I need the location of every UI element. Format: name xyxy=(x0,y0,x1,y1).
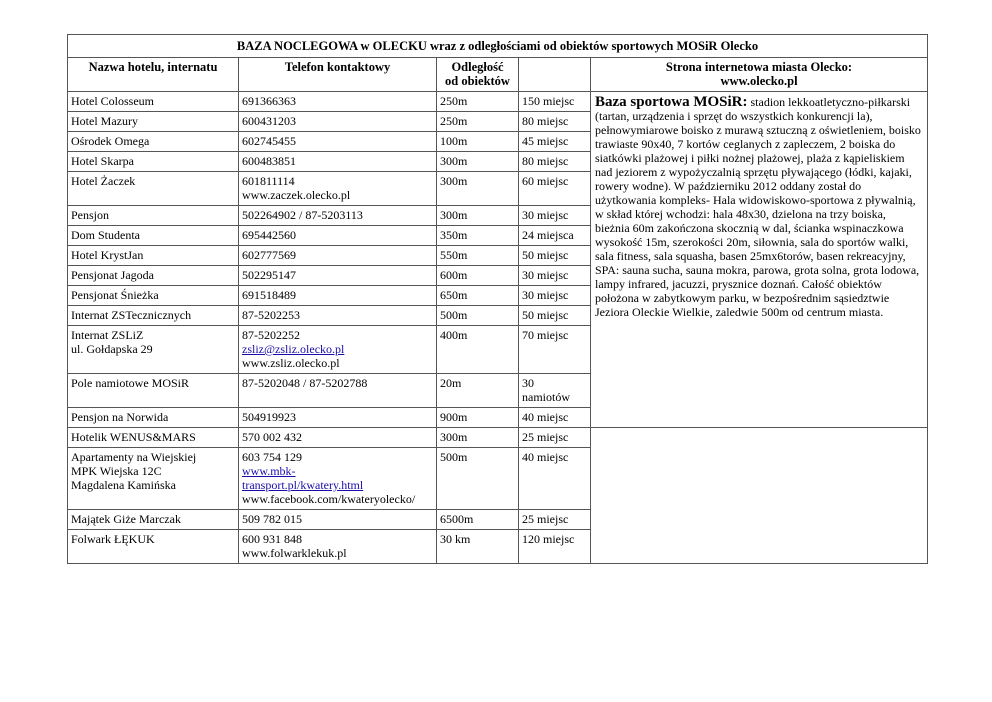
hotel-name-line: Pole namiotowe MOSiR xyxy=(71,376,190,390)
hotel-phone-line: www.folwarklekuk.pl xyxy=(242,546,347,560)
hotel-phone xyxy=(239,530,437,564)
hotel-name-line: Dom Studenta xyxy=(71,228,140,242)
hotel-distance-line: 300m xyxy=(440,154,468,168)
hotel-capacity xyxy=(519,172,591,206)
hotel-phone-line: 602745455 xyxy=(242,134,296,148)
hotel-capacity-line: 30 miejsc xyxy=(522,208,569,222)
hotel-distance-line: 600m xyxy=(440,268,468,282)
link-text[interactable]: zsliz@zsliz.olecko.pl xyxy=(242,342,345,356)
hotel-name xyxy=(68,266,239,286)
hotel-capacity xyxy=(519,112,591,132)
hotel-phone xyxy=(239,448,437,510)
hotel-phone-line: www.facebook.com/kwateryolecko/ xyxy=(242,492,416,506)
hotel-capacity xyxy=(519,326,591,374)
hotel-capacity xyxy=(519,246,591,266)
hotel-phone-line: www.zsliz.olecko.pl xyxy=(242,356,340,370)
hotel-phone-line: 87-5202253 xyxy=(242,308,300,322)
hotel-distance-line: 650m xyxy=(440,288,468,302)
hotel-distance xyxy=(437,226,519,246)
hotel-name xyxy=(68,172,239,206)
hotel-name xyxy=(68,306,239,326)
hotel-phone xyxy=(239,266,437,286)
hotel-phone xyxy=(239,112,437,132)
hotel-phone-line: 691366363 xyxy=(242,94,296,108)
sport-facilities-description xyxy=(591,92,928,428)
hotel-distance-line: 900m xyxy=(440,410,468,424)
hotel-name xyxy=(68,510,239,530)
hotel-capacity-line: 120 miejsc xyxy=(522,532,575,546)
hotel-distance-line: 30 km xyxy=(440,532,471,546)
hotel-capacity-line: 80 miejsc xyxy=(522,154,569,168)
header-distance-line1: Odległość xyxy=(451,60,504,74)
hotel-name xyxy=(68,428,239,448)
hotel-distance xyxy=(437,530,519,564)
hotel-name xyxy=(68,326,239,374)
hotel-name-line: MPK Wiejska 12C xyxy=(71,464,162,478)
hotel-phone-line: 600431203 xyxy=(242,114,296,128)
hotel-phone xyxy=(239,92,437,112)
hotel-name xyxy=(68,408,239,428)
hotel-distance-line: 300m xyxy=(440,430,468,444)
hotel-capacity xyxy=(519,206,591,226)
hotel-capacity-line: 50 miejsc xyxy=(522,248,569,262)
hotel-distance xyxy=(437,132,519,152)
hotel-distance-line: 250m xyxy=(440,114,468,128)
hotel-name-line: Pensjon xyxy=(71,208,110,222)
hotel-distance-line: 6500m xyxy=(440,512,474,526)
link-text[interactable]: www.mbk- xyxy=(242,464,296,478)
hotel-distance-line: 550m xyxy=(440,248,468,262)
hotel-name-line: ul. Gołdapska 29 xyxy=(71,342,153,356)
hotel-phone-line: www.zaczek.olecko.pl xyxy=(242,188,351,202)
hotel-distance xyxy=(437,408,519,428)
hotel-name xyxy=(68,286,239,306)
hotel-distance xyxy=(437,326,519,374)
hotel-phone-line: 504919923 xyxy=(242,410,296,424)
hotel-phone xyxy=(239,152,437,172)
header-capacity xyxy=(519,58,591,92)
hotel-name-line: Internat ZSLiZ xyxy=(71,328,144,342)
hotel-phone-line: 600483851 xyxy=(242,154,296,168)
hotel-distance xyxy=(437,428,519,448)
hotel-name-line: Hotel Skarpa xyxy=(71,154,134,168)
hotel-name-line: Majątek Giże Marczak xyxy=(71,512,181,526)
hotel-distance xyxy=(437,374,519,408)
hotel-capacity-line: 30 xyxy=(522,376,534,390)
hotel-capacity-line: 60 miejsc xyxy=(522,174,569,188)
hotel-capacity xyxy=(519,132,591,152)
hotel-name xyxy=(68,448,239,510)
hotel-name-line: Apartamenty na Wiejskiej xyxy=(71,450,197,464)
hotel-name xyxy=(68,226,239,246)
hotel-phone xyxy=(239,408,437,428)
hotel-name-line: Hotel Colosseum xyxy=(71,94,154,108)
hotel-capacity-line: 45 miejsc xyxy=(522,134,569,148)
header-phone: Telefon kontaktowy xyxy=(239,58,437,92)
hotel-capacity xyxy=(519,152,591,172)
hotel-capacity-line: namiotów xyxy=(522,390,570,404)
hotel-phone-line: 602777569 xyxy=(242,248,296,262)
hotel-phone xyxy=(239,172,437,206)
hotel-name xyxy=(68,246,239,266)
empty-cell xyxy=(591,428,928,564)
hotel-capacity-line: 30 miejsc xyxy=(522,288,569,302)
hotel-capacity xyxy=(519,226,591,246)
sport-heading: Baza sportowa MOSiR: xyxy=(595,94,748,110)
hotel-capacity-line: 30 miejsc xyxy=(522,268,569,282)
hotel-name xyxy=(68,152,239,172)
hotel-capacity xyxy=(519,408,591,428)
hotel-phone-line: 695442560 xyxy=(242,228,296,242)
hotel-capacity-line: 25 miejsc xyxy=(522,512,569,526)
hotel-name-line: Hotel Żaczek xyxy=(71,174,136,188)
header-distance-line2: od obiektów xyxy=(445,74,510,88)
hotel-capacity-line: 70 miejsc xyxy=(522,328,569,342)
hotel-capacity xyxy=(519,374,591,408)
hotel-phone xyxy=(239,374,437,408)
hotel-name-line: Pensjonat Śnieżka xyxy=(71,288,159,302)
hotel-capacity xyxy=(519,530,591,564)
hotel-name xyxy=(68,132,239,152)
hotel-phone-line: 509 782 015 xyxy=(242,512,302,526)
hotel-distance-line: 500m xyxy=(440,450,468,464)
hotel-phone-line: 502264902 / 87-5203113 xyxy=(242,208,363,222)
hotel-distance-line: 300m xyxy=(440,174,468,188)
hotel-capacity-line: 24 miejsca xyxy=(522,228,574,242)
hotel-phone-line: 601811114 xyxy=(242,174,295,188)
hotel-capacity xyxy=(519,92,591,112)
hotel-name-line: Pensjon na Norwida xyxy=(71,410,169,424)
hotel-name-line: Pensjonat Jagoda xyxy=(71,268,154,282)
hotel-capacity xyxy=(519,266,591,286)
hotel-phone-line: 87-5202048 / 87-5202788 xyxy=(242,376,368,390)
hotel-name xyxy=(68,374,239,408)
hotel-capacity xyxy=(519,448,591,510)
hotel-phone xyxy=(239,286,437,306)
hotel-distance-line: 250m xyxy=(440,94,468,108)
hotel-phone xyxy=(239,206,437,226)
hotel-name-line: Internat ZSTecznicznych xyxy=(71,308,192,322)
header-website xyxy=(591,58,928,92)
header-website-line2: www.olecko.pl xyxy=(720,74,798,88)
hotel-distance-line: 20m xyxy=(440,376,462,390)
table-row xyxy=(68,428,928,448)
hotel-phone-line: 87-5202252 xyxy=(242,328,300,342)
hotel-phone-line: 600 931 848 xyxy=(242,532,302,546)
hotel-capacity-line: 25 miejsc xyxy=(522,430,569,444)
hotel-phone xyxy=(239,428,437,448)
hotel-distance xyxy=(437,448,519,510)
hotel-phone xyxy=(239,132,437,152)
hotel-name-line: Hotel KrystJan xyxy=(71,248,144,262)
hotel-name xyxy=(68,112,239,132)
hotel-capacity-line: 150 miejsc xyxy=(522,94,575,108)
hotel-distance xyxy=(437,172,519,206)
hotel-name xyxy=(68,92,239,112)
hotel-capacity-line: 40 miejsc xyxy=(522,410,569,424)
hotel-phone-line: 570 002 432 xyxy=(242,430,302,444)
page-title: BAZA NOCLEGOWA w OLECKU wraz z odległościami od obiektów sportowych MOSiR Olecko xyxy=(68,35,928,58)
hotel-phone xyxy=(239,226,437,246)
header-name: Nazwa hotelu, internatu xyxy=(68,58,239,92)
hotel-distance xyxy=(437,112,519,132)
hotel-capacity xyxy=(519,306,591,326)
hotel-capacity-line: 50 miejsc xyxy=(522,308,569,322)
hotel-phone-line: 603 754 129 xyxy=(242,450,302,464)
hotel-capacity-line: 40 miejsc xyxy=(522,450,569,464)
table-row xyxy=(68,92,928,112)
hotel-name-line: Magdalena Kamińska xyxy=(71,478,176,492)
hotel-distance xyxy=(437,152,519,172)
hotel-phone xyxy=(239,510,437,530)
hotel-distance xyxy=(437,510,519,530)
hotel-name xyxy=(68,206,239,226)
hotel-distance-line: 500m xyxy=(440,308,468,322)
hotel-capacity-line: 80 miejsc xyxy=(522,114,569,128)
hotel-distance-line: 350m xyxy=(440,228,468,242)
header-website-line1: Strona internetowa miasta Olecko: xyxy=(665,60,853,74)
hotel-distance xyxy=(437,306,519,326)
hotel-phone-line: 691518489 xyxy=(242,288,296,302)
hotel-distance xyxy=(437,206,519,226)
hotel-distance-line: 400m xyxy=(440,328,468,342)
hotel-name-line: Hotel Mazury xyxy=(71,114,138,128)
hotel-distance xyxy=(437,246,519,266)
hotel-capacity xyxy=(519,286,591,306)
hotel-phone xyxy=(239,326,437,374)
hotel-distance-line: 300m xyxy=(440,208,468,222)
hotel-capacity xyxy=(519,510,591,530)
hotel-distance xyxy=(437,286,519,306)
hotel-distance-line: 100m xyxy=(440,134,468,148)
hotel-capacity xyxy=(519,428,591,448)
hotel-name xyxy=(68,530,239,564)
hotel-distance xyxy=(437,266,519,286)
hotel-distance xyxy=(437,92,519,112)
hotel-name-line: Hotelik WENUS&MARS xyxy=(71,430,196,444)
link-text[interactable]: transport.pl/kwatery.html xyxy=(242,478,364,492)
hotel-phone-line: 502295147 xyxy=(242,268,296,282)
hotel-phone xyxy=(239,246,437,266)
sport-text: stadion lekkoatletyczno-piłkarski (tartan, urządzenia i sprzęt do wszystkich konkurencji la), pełnowymiarowe boisko z murawą sztuczną z oświetleniem, boisko trawiaste 90x40, 7 kortów ceglanych z zapleczem, 2 boiska do siatkówki plażowej i piłki nożnej plażowej, plaża z kąpieliskiem nad jeziorem z wypożyczalnią sprzętu pływającego (łódki, kajaki, rowery wodne). W październiku 2012 oddany został do użytkowania kompleks- Hala widowiskowo-sportowa z pływalnią, w skład której wchodzi: hala 48x30, dzielona na trzy boiska, bieżnia 60m zakończona skocznią w dal, ścianka wspinaczkowa wysokość 15m, szerokości 20m, siłownia, sala do sportów walki, sala fitness, sala squasha, basen 25mx6torów, basen rekreacyjny, SPA: sauna sucha, sauna mokra, parowa, grota solna, grota lodowa, lampy infrared, jacuzzi, prysznice doznań. Całość obiektów położona w zabytkowym parku, w bezpośrednim sąsiedztwie Jeziora Oleckie Wielkie, zaledwie 500m od centrum miasta. xyxy=(595,95,921,319)
header-distance xyxy=(437,58,519,92)
hotel-name-line: Ośrodek Omega xyxy=(71,134,150,148)
hotel-name-line: Folwark ŁĘKUK xyxy=(71,532,155,546)
hotel-phone xyxy=(239,306,437,326)
accommodation-table xyxy=(67,34,928,564)
